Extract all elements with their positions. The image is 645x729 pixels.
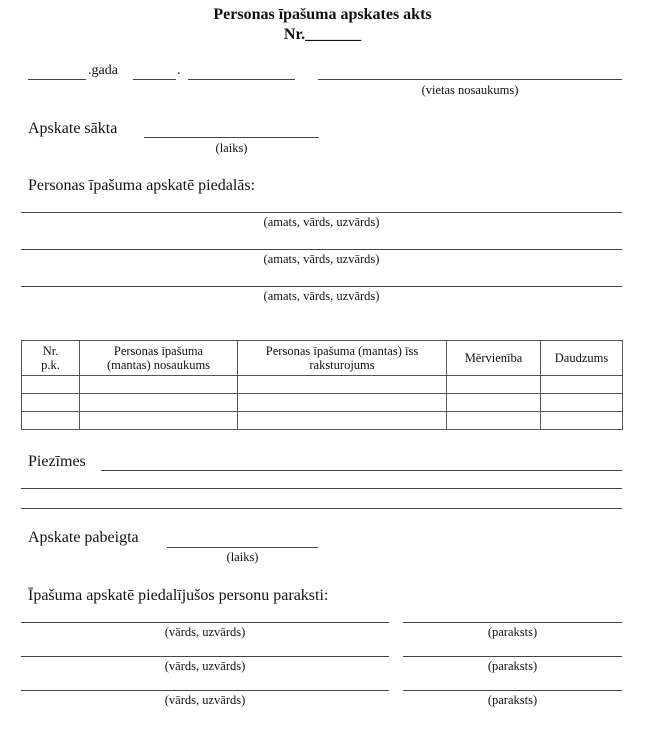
- participant-caption-3: (amats, vārds, uzvārds): [263, 289, 380, 303]
- signature-name-caption-1: (vārds, uzvārds): [164, 625, 246, 639]
- col-unit-text: Mērvienība: [464, 351, 523, 365]
- participant-caption-1: (amats, vārds, uzvārds): [263, 215, 380, 229]
- end-label: Apskate pabeigta: [28, 529, 139, 546]
- date-dot: .: [177, 63, 181, 78]
- notes-line-1[interactable]: [101, 470, 622, 471]
- table-cell[interactable]: [447, 376, 541, 394]
- table-cell[interactable]: [541, 412, 623, 430]
- notes-line-2[interactable]: [21, 488, 622, 489]
- table-cell[interactable]: [22, 412, 80, 430]
- signature-name-line-1[interactable]: [21, 622, 389, 623]
- start-time-line[interactable]: [144, 137, 319, 138]
- table-cell[interactable]: [22, 394, 80, 412]
- participant-line-3[interactable]: [21, 286, 622, 287]
- col-description-header: [238, 341, 447, 376]
- table-cell[interactable]: [80, 394, 238, 412]
- start-time-caption: (laiks): [215, 141, 248, 155]
- col-description-text: Personas īpašuma (mantas) īss raksturojums: [265, 344, 419, 372]
- signature-name-caption-2: (vārds, uzvārds): [164, 659, 246, 673]
- participant-line-2[interactable]: [21, 249, 622, 250]
- signature-sign-line-2[interactable]: [403, 656, 622, 657]
- col-number-text: Nr. p.k.: [41, 344, 60, 372]
- table-row: [22, 412, 623, 430]
- signature-sign-caption-2: (paraksts): [487, 659, 538, 673]
- participants-heading: Personas īpašuma apskatē piedalās:: [28, 177, 256, 194]
- place-caption: (vietas nosaukums): [421, 83, 519, 97]
- table-row: [22, 376, 623, 394]
- table-cell[interactable]: [541, 376, 623, 394]
- start-label: Apskate sākta: [28, 120, 118, 137]
- table-cell[interactable]: [22, 376, 80, 394]
- col-name-header: [80, 341, 238, 376]
- place-blank-line[interactable]: [318, 79, 622, 80]
- signature-name-caption-3: (vārds, uzvārds): [164, 693, 246, 707]
- signature-sign-caption-1: (paraksts): [487, 625, 538, 639]
- notes-line-3[interactable]: [21, 508, 622, 509]
- day-blank-line[interactable]: [133, 79, 176, 80]
- table-cell[interactable]: [238, 376, 447, 394]
- table-cell[interactable]: [238, 412, 447, 430]
- col-quantity-header: [541, 341, 623, 376]
- month-blank-line[interactable]: [188, 79, 295, 80]
- table-cell[interactable]: [80, 376, 238, 394]
- end-time-caption: (laiks): [226, 550, 259, 564]
- end-time-line[interactable]: [167, 547, 318, 548]
- table-cell[interactable]: [541, 394, 623, 412]
- signature-sign-line-1[interactable]: [403, 622, 622, 623]
- col-name-text: Personas īpašuma (mantas) nosaukums: [106, 344, 211, 372]
- signatures-heading: Īpašuma apskatē piedalījušos personu paraksti:: [28, 587, 329, 604]
- property-table: [21, 340, 623, 430]
- participant-caption-2: (amats, vārds, uzvārds): [263, 252, 380, 266]
- year-suffix-label: .gada: [88, 63, 118, 78]
- table-cell[interactable]: [238, 394, 447, 412]
- year-blank-line[interactable]: [28, 79, 86, 80]
- table-cell[interactable]: [447, 394, 541, 412]
- signature-sign-caption-3: (paraksts): [487, 693, 538, 707]
- signature-sign-line-3[interactable]: [403, 690, 622, 691]
- participant-line-1[interactable]: [21, 212, 622, 213]
- table-header-row: [22, 341, 623, 376]
- document-title: Personas īpašuma apskates akts: [213, 6, 432, 23]
- signature-name-line-2[interactable]: [21, 656, 389, 657]
- signature-name-line-3[interactable]: [21, 690, 389, 691]
- notes-label: Piezīmes: [28, 453, 86, 470]
- table-cell[interactable]: [80, 412, 238, 430]
- col-quantity-text: Daudzums: [554, 351, 609, 365]
- document-number: Nr._______: [283, 26, 362, 43]
- col-number-header: [22, 341, 80, 376]
- table-cell[interactable]: [447, 412, 541, 430]
- table-row: [22, 394, 623, 412]
- col-unit-header: [447, 341, 541, 376]
